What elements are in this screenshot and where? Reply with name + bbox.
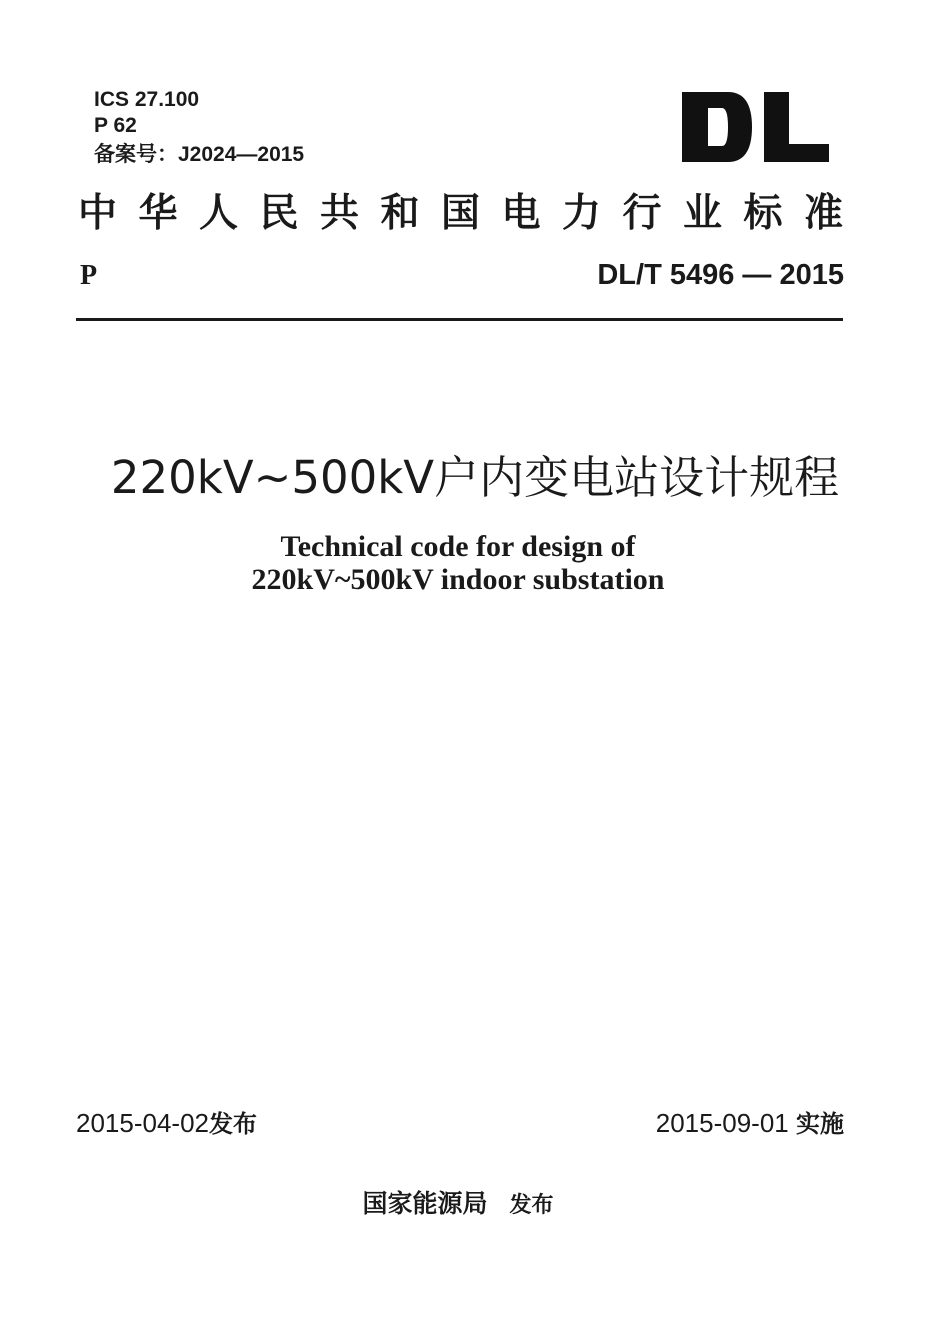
issue-label: 发布 [209,1110,257,1138]
header-divider [76,318,843,321]
document-title-english-line1: Technical code for design of [280,530,636,563]
publisher-block [0,1184,916,1220]
document-title-english-line2: 220kV~500kV indoor substation [251,563,665,596]
implement-date-block [656,1104,844,1139]
standard-number: DL/T 5496 — 2015 [597,259,844,291]
standard-category-title: 中华人民共和国电力行业标准 [78,190,843,236]
ics-code: ICS 27.100 [94,88,200,111]
issue-date: 2015-04-02 [76,1108,209,1138]
publisher-name: 国家能源局 [362,1189,488,1218]
publisher-verb: 发布 [509,1193,554,1218]
implement-label: 实施 [796,1110,844,1138]
implement-date: 2015-09-01 [655,1108,789,1138]
document-title-chinese: 220kV~500kV户内变电站设计规程 [110,451,840,504]
issue-date-block [76,1104,257,1139]
record-number: 备案号：J2024—2015 [94,143,305,166]
category-letter: P [80,260,98,291]
classification-code: P 62 [94,114,137,137]
dl-logo [678,88,833,166]
